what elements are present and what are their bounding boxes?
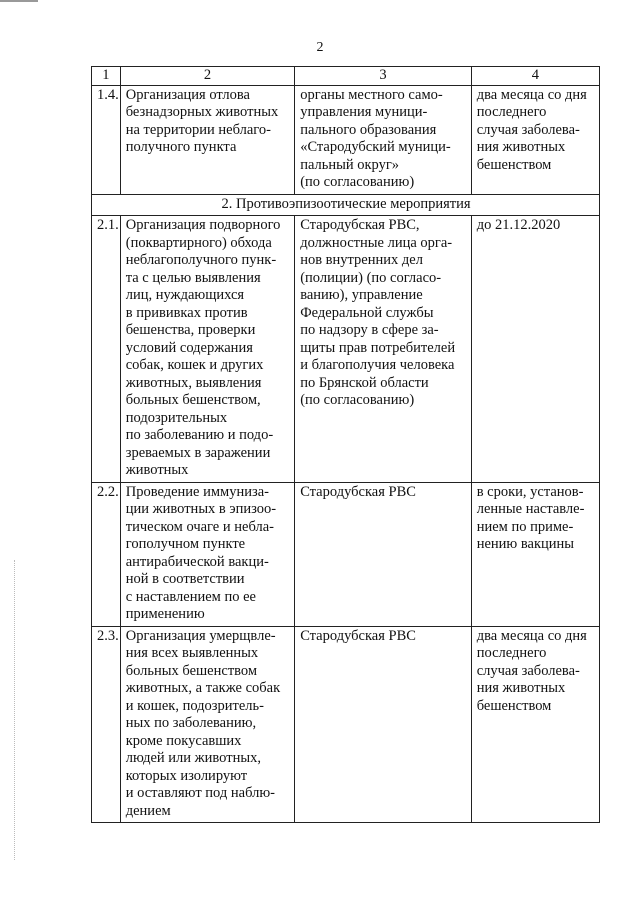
text-line: бешенством — [476, 156, 552, 173]
text-line: ции животных в эпизоо- — [125, 501, 277, 517]
executor-cell — [295, 626, 472, 823]
executor-cell — [295, 482, 472, 626]
text-line: 2.1. — [97, 217, 119, 233]
executor-cell — [295, 216, 472, 483]
text-line: неблагополучного пунк- — [125, 252, 277, 268]
text-line: зреваемых в заражении — [125, 444, 271, 461]
text-line: 2.3. — [97, 627, 119, 644]
table-row — [92, 216, 600, 483]
scan-edge-mark — [0, 0, 38, 2]
text-line: людей или животных, — [125, 750, 261, 766]
text-line: нению вакцины — [476, 536, 575, 552]
text-line: ния животных — [476, 680, 566, 696]
table-row — [92, 626, 600, 823]
text-line: Стародубская РВС — [300, 627, 416, 644]
text-line: 2.2. — [97, 483, 119, 500]
text-line: с наставлением по ее — [125, 588, 256, 605]
text-line: та с целью выявления — [125, 269, 261, 286]
text-line: ния всех выявленных — [125, 645, 259, 661]
deadline-cell — [471, 85, 599, 194]
text-line: по заболеванию и подо- — [125, 427, 274, 443]
text-line: лиц, нуждающихся — [125, 287, 245, 303]
row-number — [92, 626, 121, 823]
header-cell: 1 — [92, 67, 121, 86]
text-line: Организация подворного — [125, 217, 281, 233]
text-line: кроме покусавших — [125, 732, 242, 749]
section-title: 2. Противоэпизоотические мероприятия — [92, 194, 600, 216]
text-line: ленные наставле- — [476, 501, 585, 517]
row-number — [92, 85, 121, 194]
text-line: по Брянской области — [300, 374, 429, 391]
header-cell: 3 — [295, 67, 472, 86]
deadline-cell — [471, 482, 599, 626]
text-line: больных бешенством — [125, 662, 258, 679]
executor-cell — [295, 85, 472, 194]
table-row — [92, 85, 600, 194]
text-line: Стародубская РВС — [300, 483, 416, 500]
text-line: собак, кошек и других — [125, 357, 264, 373]
text-line: антирабической вакци- — [125, 553, 269, 570]
text-line: животных — [125, 462, 189, 478]
measure-cell — [120, 216, 294, 483]
text-line: ной в соответствии — [125, 571, 245, 587]
text-line: Федеральной службы — [300, 304, 434, 321]
text-line: гополучном пункте — [125, 536, 246, 552]
text-line: животных, выявления — [125, 374, 262, 391]
text-line: (поквартирного) обхода — [125, 234, 272, 251]
measures-table — [91, 66, 600, 823]
measure-cell — [120, 626, 294, 823]
table-row — [92, 482, 600, 626]
text-line: до 21.12.2020 — [476, 217, 561, 233]
text-line: и благополучия человека — [300, 357, 455, 373]
row-number — [92, 216, 121, 483]
scan-margin-dots — [14, 560, 16, 860]
text-line: применению — [125, 606, 205, 622]
text-line: условий содержания — [125, 339, 253, 356]
text-line: нов внутренних дел — [300, 252, 423, 268]
text-line: нием по приме- — [476, 518, 574, 535]
text-line: «Стародубский муници- — [300, 139, 451, 155]
measure-cell — [120, 482, 294, 626]
text-line: на территории неблаго- — [125, 121, 271, 138]
text-line: последнего — [476, 645, 547, 661]
text-line: случая заболева- — [476, 662, 580, 679]
text-line: больных бешенством, — [125, 392, 261, 408]
text-line: которых изолируют — [125, 767, 248, 784]
text-line: и оставляют под наблю- — [125, 785, 275, 801]
text-line: пального образования — [300, 121, 437, 138]
text-line: безнадзорных животных — [125, 104, 279, 120]
table-header-row — [92, 67, 600, 86]
header-cell: 4 — [471, 67, 599, 86]
text-line: подозрительных — [125, 409, 228, 426]
text-line: в сроки, установ- — [476, 483, 584, 500]
text-line: должностные лица орга- — [300, 234, 453, 251]
text-line: бешенства, проверки — [125, 322, 256, 338]
text-line: получного пункта — [125, 139, 237, 155]
measure-cell — [120, 85, 294, 194]
text-line: (по согласованию) — [300, 174, 415, 190]
text-line: Организация отлова — [125, 86, 250, 103]
text-line: управления муници- — [300, 104, 428, 120]
text-line: ных по заболеванию, — [125, 715, 257, 731]
text-line: ванию), управление — [300, 287, 423, 303]
text-line: пальный округ» — [300, 156, 400, 173]
text-line: два месяца со дня — [476, 627, 587, 644]
text-line: щиты прав потребителей — [300, 339, 456, 356]
text-line: дением — [125, 802, 171, 819]
text-line: в прививках против — [125, 304, 248, 321]
text-line: животных, а также собак — [125, 680, 281, 696]
text-line: по надзору в сфере за- — [300, 322, 439, 338]
text-line: случая заболева- — [476, 121, 580, 138]
text-line: органы местного само- — [300, 86, 443, 103]
text-line: последнего — [476, 104, 547, 120]
text-line: 1.4. — [97, 86, 119, 103]
row-number — [92, 482, 121, 626]
text-line: бешенством — [476, 697, 552, 714]
text-line: Организация умерщвле- — [125, 627, 276, 644]
deadline-cell — [471, 216, 599, 483]
text-line: Проведение иммуниза- — [125, 483, 269, 500]
page-number: 2 — [316, 40, 324, 55]
section-header-row — [92, 194, 600, 216]
header-cell: 2 — [120, 67, 294, 86]
text-line: (полиции) (по согласо- — [300, 269, 442, 286]
text-line: два месяца со дня — [476, 86, 587, 103]
text-line: Стародубская РВС, — [300, 217, 420, 233]
text-line: тическом очаге и небла- — [125, 518, 274, 535]
text-line: (по согласованию) — [300, 392, 415, 408]
deadline-cell — [471, 626, 599, 823]
text-line: ния животных — [476, 139, 566, 155]
text-line: и кошек, подозритель- — [125, 697, 264, 714]
